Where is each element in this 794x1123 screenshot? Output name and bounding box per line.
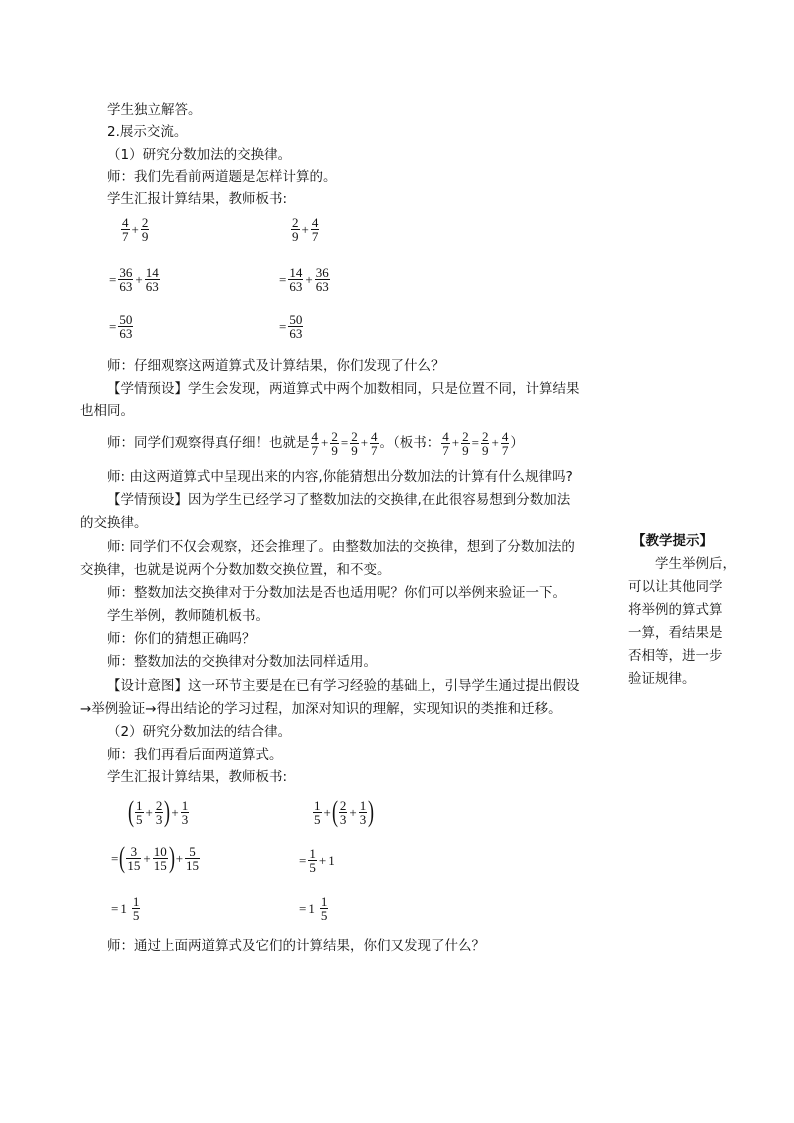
side-note-line: 将举例的算式算 (628, 602, 723, 618)
equation-left-4: ( $\frac{1}{5}$ + $\frac{2}{3}$ ) + $\frac{1}{3}$ (128, 795, 189, 828)
text-line: 师：整数加法的交换律对分数加法同样适用。 (107, 654, 377, 670)
text-line: 交换律，也就是说两个分数加数交换位置，和不变。 (80, 562, 391, 578)
text-line: 师：我们先看前两道题是怎样计算的。 (107, 169, 337, 185)
text-line: 学生汇报计算结果，教师板书: (107, 769, 288, 785)
side-note-line: 可以让其他同学 (628, 579, 723, 595)
fraction: $\frac{36}{63}$ (315, 265, 329, 294)
text-line: 师：通过上面两道算式及它们的计算结果，你们又发现了什么？ (107, 938, 485, 954)
equation-right-2: = $\frac{14}{63}$ + $\frac{36}{63}$ (279, 265, 329, 294)
subsection-heading: （2）研究分数加法的结合律。 (107, 724, 292, 740)
side-note-line: 学生举例后， (655, 556, 736, 572)
equation-left-1: $\frac{4}{7}$ + $\frac{2}{9}$ (122, 215, 149, 244)
text-line: 师：我们再看后面两道算式。 (107, 747, 283, 763)
side-note-title: 【教学提示】 (632, 533, 713, 549)
equation-right-5: = $\frac{1}{5}$ + 1 (299, 846, 335, 875)
fraction: $\frac{14}{63}$ (289, 265, 303, 294)
side-note-line: 否相等，进一步 (628, 648, 723, 664)
text-line: 师: 由这两道算式中呈现出来的内容,你能猜想出分数加法的计算有什么规律吗? (107, 469, 573, 485)
fraction: $\frac{36}{63}$ (119, 265, 133, 294)
text-line: 学生举例，教师随机板书。 (107, 608, 269, 624)
fraction: $\frac{50}{63}$ (119, 312, 133, 341)
equation-left-6: = 1 $\frac{1}{5}$ (111, 894, 140, 923)
equation-left-3: = $\frac{50}{63}$ (109, 312, 133, 341)
inline-equation: $\frac{4}{7}$ + $\frac{2}{9}$ = $\frac{2}{9}$ + $\frac{4}{7}$ (442, 428, 509, 458)
text-line: 师：整数加法交换律对于分数加法是否也适用呢？你们可以举例来验证一下。 (107, 585, 566, 601)
fraction: $\frac{2}{9}$ (141, 215, 149, 244)
fraction: $\frac{4}{7}$ (122, 215, 129, 244)
side-note-line: 验证规律。 (628, 671, 696, 687)
side-note-line: 一算，看结果是 (628, 625, 723, 641)
text-line: 学生独立解答。 (107, 102, 202, 118)
fraction: $\frac{2}{9}$ (292, 215, 299, 244)
text-line: 的交换律。 (80, 515, 148, 531)
equation-left-5: = ( $\frac{3}{15}$ + $\frac{10}{15}$ ) + $\frac{5}{15}$ (111, 841, 200, 874)
text-line: 师：你们的猜想正确吗？ (107, 631, 256, 647)
equation-right-6: = 1 $\frac{1}{5}$ (299, 894, 328, 923)
section-heading: 2.展示交流。 (107, 124, 188, 140)
subsection-heading: （1）研究分数加法的交换律。 (107, 147, 292, 163)
inline-equation: $\frac{4}{7}$ + $\frac{2}{9}$ = $\frac{2}{9}$ + $\frac{4}{7}$ (311, 428, 378, 458)
equation-right-3: = $\frac{50}{63}$ (279, 312, 303, 341)
text-line: →举例验证→得出结论的学习过程，加深对知识的理解，实现知识的类推和迁移。 (80, 701, 562, 717)
fraction: $\frac{14}{63}$ (145, 265, 159, 294)
text-line-with-equation: 师：同学们观察得真仔细！也就是 $\frac{4}{7}$ + $\frac{2}{9}$ = $\frac{2}{9}$ + $\frac{4}{7}$ 。（板书： $\frac{4}{7}$ + $\frac{2}{9}$ = $\frac{2}{9}$ + $\frac{4}{7}$ ） (107, 428, 524, 458)
equation-left-2: = $\frac{36}{63}$ + $\frac{14}{63}$ (109, 265, 159, 294)
fraction: $\frac{4}{7}$ (311, 215, 319, 244)
text-line: 【学情预设】因为学生已经学习了整数加法的交换律,在此很容易想到分数加法 (107, 492, 571, 508)
equation-right-4: $\frac{1}{5}$ + ( $\frac{2}{3}$ + $\frac{1}{3}$ ) (314, 795, 375, 828)
text-line: 【学情预设】学生会发现，两道算式中两个加数相同，只是位置不同，计算结果 (107, 381, 580, 397)
text-line: 【设计意图】这一环节主要是在已有学习经验的基础上，引导学生通过提出假设 (107, 678, 580, 694)
text-line: 也相同。 (80, 403, 134, 419)
fraction: $\frac{50}{63}$ (289, 312, 303, 341)
equation-right-1: $\frac{2}{9}$ + $\frac{4}{7}$ (292, 215, 319, 244)
text-line: 师: 同学们不仅会观察，还会推理了。由整数加法的交换律，想到了分数加法的 (107, 539, 575, 555)
text-line: 师：仔细观察这两道算式及计算结果，你们发现了什么？ (107, 358, 445, 374)
text-line: 学生汇报计算结果，教师板书: (107, 191, 288, 207)
